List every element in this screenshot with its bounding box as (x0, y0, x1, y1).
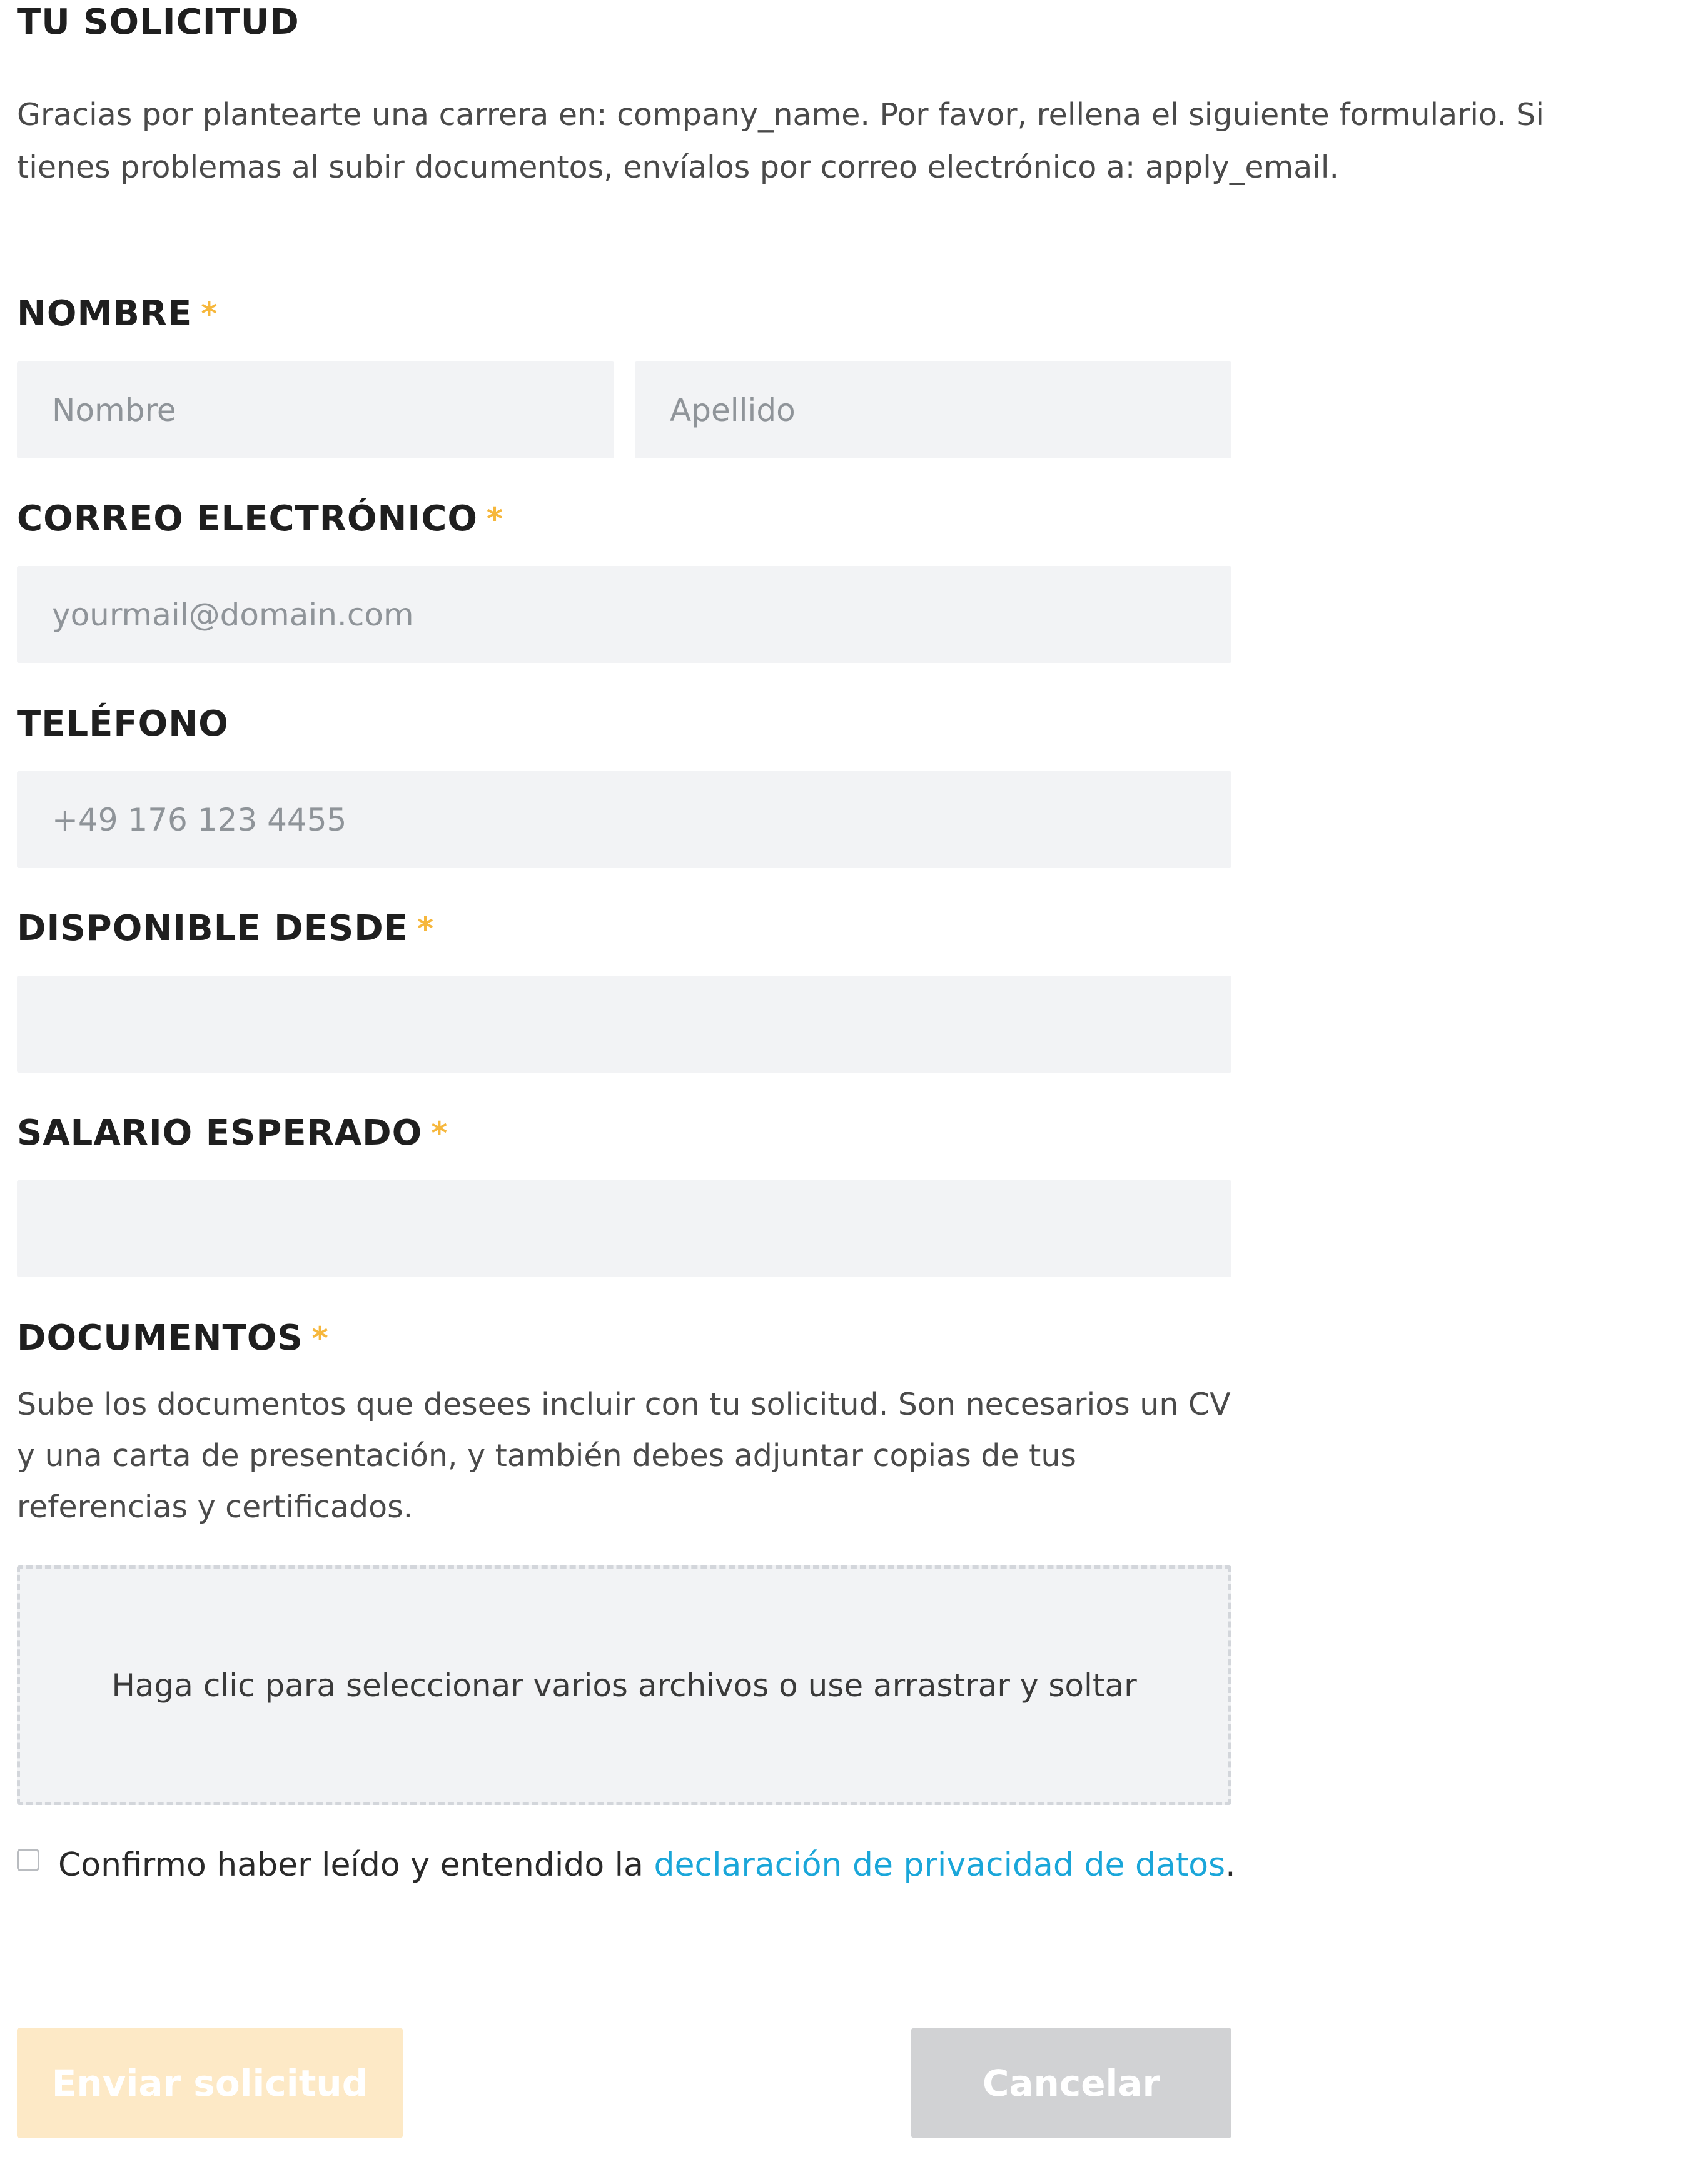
available-from-input[interactable] (17, 976, 1231, 1073)
required-star-icon: * (486, 501, 504, 537)
email-input[interactable] (17, 566, 1231, 663)
privacy-consent-text (58, 1846, 1236, 1884)
name-label (17, 291, 218, 336)
first-name-input[interactable] (17, 361, 614, 458)
documents-label-text: DOCUMENTOS (17, 1318, 303, 1358)
privacy-consent-checkbox[interactable] (17, 1849, 39, 1871)
email-label-text: CORREO ELECTRÓNICO (17, 498, 478, 539)
name-label-text: NOMBRE (17, 293, 193, 334)
file-dropzone[interactable] (17, 1565, 1231, 1805)
consent-text-before: Confirmo haber leído y entendido la (58, 1846, 654, 1884)
privacy-policy-link[interactable]: declaración de privacidad de datos (654, 1846, 1226, 1884)
required-star-icon: * (417, 911, 435, 947)
cancel-button[interactable]: Cancelar (911, 2028, 1231, 2138)
required-star-icon: * (311, 1320, 329, 1357)
available-from-label-text: DISPONIBLE DESDE (17, 908, 408, 949)
expected-salary-label (17, 1111, 448, 1156)
documents-label (17, 1316, 329, 1361)
expected-salary-label-text: SALARIO ESPERADO (17, 1113, 423, 1153)
submit-application-button[interactable]: Enviar solicitud (17, 2028, 403, 2138)
required-star-icon: * (431, 1115, 448, 1151)
available-from-label (17, 906, 434, 951)
required-star-icon: * (201, 296, 218, 332)
email-label (17, 497, 503, 542)
documents-description: Sube los documentos que desees incluir con tu solicitud. Son necesarios un CV y una carta de presentación, y también debes adjuntar copias de tus referencias y certificados. (17, 1387, 1231, 1525)
form-intro: Gracias por plantearte una carrera en: company_name. Por favor, rellena el siguiente formulario. Si tienes problemas al subir documentos, envíalos por correo electrónico a: apply_email. (17, 97, 1544, 185)
expected-salary-input[interactable] (17, 1180, 1231, 1277)
consent-text-after: . (1225, 1846, 1236, 1884)
phone-label (17, 702, 229, 747)
phone-label-text: TELÉFONO (17, 704, 229, 744)
last-name-input[interactable] (635, 361, 1231, 458)
phone-input[interactable] (17, 771, 1231, 868)
dropzone-text: Haga clic para seleccionar varios archivos o use arrastrar y soltar (111, 1667, 1137, 1704)
form-title: TU SOLICITUD (17, 2, 300, 43)
privacy-consent (17, 1846, 1236, 1884)
